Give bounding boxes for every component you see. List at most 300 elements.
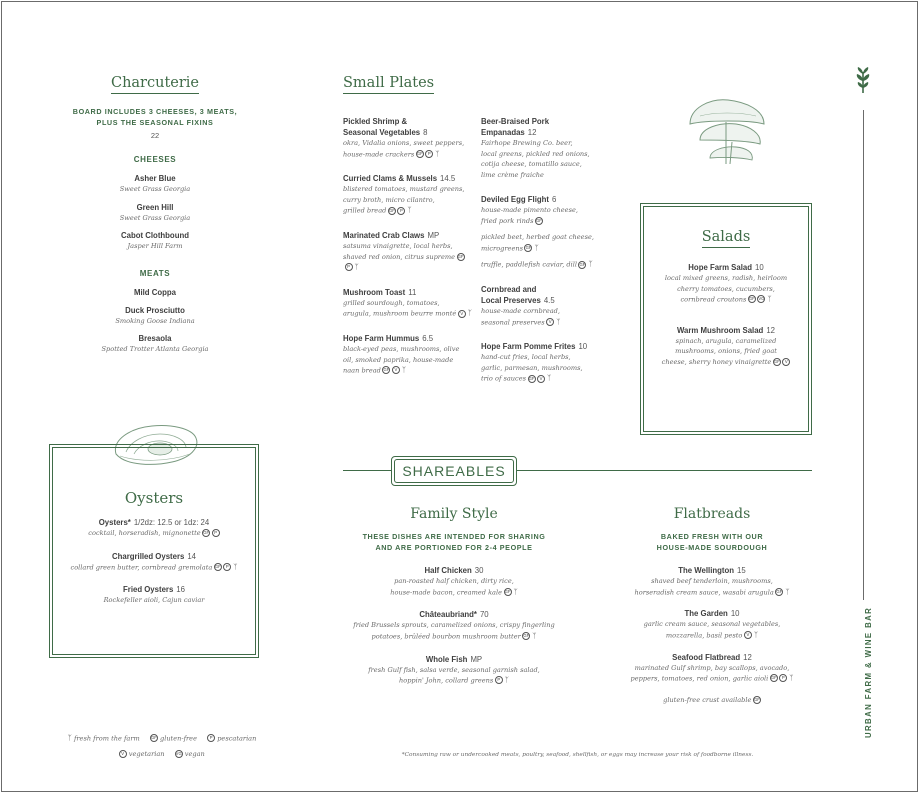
gf-crust-note [616,695,808,706]
item-description-text: hoppin' John, collard greens [398,676,494,685]
farm-leaf-icon: ᛉ [435,149,440,158]
cheese-origin: Sweet Grass Georgia [119,185,191,193]
farm-leaf-icon: ᛉ [789,674,794,682]
item-price: 1/2dz: 12.5 or 1dz: 24 [133,518,210,527]
item-name-text: Châteaubriand* [419,610,477,620]
item-price: 70 [479,610,489,620]
item-description [616,630,808,641]
item-name [481,284,611,295]
salads-section [646,226,806,387]
item-name [343,173,473,184]
farm-leaf-icon: ᛉ [407,206,412,215]
p-badge-icon: P [397,207,405,215]
banner-inner-border [394,459,514,483]
menu-item [481,232,611,253]
item-description-text: arugula, mushroom beurre monté [343,309,457,318]
menu-item [343,333,473,376]
item-description [343,205,473,216]
item-description [343,365,473,376]
mushroom-illustration [680,94,774,170]
item-name [481,194,611,205]
item-name [343,287,473,298]
v-badge-icon: V [537,375,545,383]
gf-crust-text: gluten-free crust available [663,695,752,704]
item-name-line-2 [481,127,611,138]
item-description-text: fried pork rinds [481,216,534,225]
sidebar-rule [863,110,864,600]
item-description [343,241,473,252]
gf-badge-icon: GF [528,375,535,381]
item-description-text: fried Brussels sprouts, caramelized onions, crispy fingerling [353,621,555,630]
item-description-text: pickled beet, herbed goat cheese, [481,233,594,241]
meat-name: Bresaola [138,334,172,343]
gf-badge-icon: GF [525,244,532,250]
item-description-text: house-made crackers [343,149,415,158]
board-price: 22 [150,131,160,140]
item-price: 10 [730,609,740,619]
family-style-section [350,506,558,698]
item-description [646,346,806,357]
item-description-text: garlic cream sauce, seasonal vegetables, [643,620,781,629]
farm-leaf-icon: ᛉ [767,295,772,303]
item-name-text: Hope Farm Salad [688,263,752,272]
farm-leaf-icon: ᛉ [534,243,539,252]
item-name [55,551,253,562]
menu-item [350,565,558,597]
item-description [350,620,558,631]
menu-item [343,173,473,216]
farm-leaf-icon: ᛉ [513,587,518,596]
cheese-item [60,173,250,195]
menu-item [343,116,473,159]
gf-badge-icon: GF [416,150,423,156]
item-name [646,262,806,273]
item-description-text: spinach, arugula, caramelized [675,336,777,345]
item-name-text: Fried Oysters [123,585,174,595]
item-description-text: potatoes, brûléed bourbon mushroom butter [371,632,521,640]
item-name-text: Hope Farm Pomme Frites [481,342,576,352]
item-description [343,138,473,149]
item-name [343,230,473,241]
legend-farm: fresh from the farm [73,734,140,743]
vg-badge-icon: VG [758,296,765,302]
item-name-text: Seafood Flatbread [672,652,741,662]
item-price: 12 [743,652,752,662]
item-description-text: naan bread [343,366,381,375]
cheese-list [60,173,250,252]
item-description-text: house-made cornbread, [481,307,560,315]
board-line-2: PLUS THE SEASONAL FIXINS [96,118,214,127]
item-description [646,336,806,347]
item-description [343,344,473,355]
family-style-title: Family Style [410,506,498,522]
cheese-name: Asher Blue [134,174,176,183]
item-description-text: shaved beef tenderloin, mushrooms, [651,577,773,585]
gf-badge-icon: GF [748,296,755,302]
menu-item [55,584,253,606]
salads-title: Salads [702,229,751,248]
item-description-text: garlic, parmesan, mushrooms, [481,363,583,372]
menu-item [616,608,808,640]
item-price: 4.5 [543,296,555,305]
menu-item [343,230,473,273]
item-description [481,170,611,181]
item-description [616,663,808,674]
flatbreads-note-2: HOUSE-MADE SOURDOUGH [656,543,768,552]
small-plates-col-1 [343,116,473,390]
item-description [350,675,558,686]
cheese-name: Cabot Clothbound [121,231,189,240]
meat-origin: Smoking Goose Indiana [115,316,195,325]
p-badge-icon: P [345,263,353,271]
cheese-item [60,230,250,252]
charcuterie-section [60,72,250,362]
item-name-text: Cornbread and [481,285,537,294]
menu-item [481,116,611,180]
gf-badge-icon: GF [579,261,586,267]
item-name-text: The Wellington [678,566,735,575]
legend-gf: gluten-free [159,734,197,743]
item-name-text: Curried Clams & Mussels [343,174,438,184]
item-description-text: trio of sauces [481,374,527,383]
item-price: MP [427,231,440,240]
item-description [616,619,808,630]
oysters-section [55,489,253,618]
menu-item [343,287,473,319]
oyster-list [55,517,253,606]
item-description [481,317,611,328]
item-price: 12 [766,325,776,335]
cheese-name: Green Hill [136,202,174,212]
farm-leaf-icon: ᛉ [233,562,238,571]
item-name [481,116,611,127]
small-plates-title-wrap [343,72,434,94]
flatbreads-title: Flatbreads [673,506,751,522]
item-description [343,184,473,195]
item-description-text: microgreens [481,243,523,252]
item-description-text: mozzarella, basil pesto [665,631,743,639]
gf-badge-icon: GF [388,207,395,213]
board-line-1: BOARD INCLUDES 3 CHEESES, 3 MEATS, [72,107,238,116]
p-badge-icon: P [212,529,220,537]
meats-heading: MEATS [139,268,171,278]
menu-item [481,341,611,384]
item-price: 11 [408,287,417,297]
v-badge-icon: V [458,310,466,318]
cheeses-heading: CHEESES [133,155,177,164]
item-description-text: okra, Vidalia onions, sweet peppers, [343,139,465,147]
family-note-1: THESE DISHES ARE INTENDED FOR SHARING [362,532,546,541]
item-description-text: cocktail, horseradish, mignonette [88,529,201,537]
item-description [343,252,473,273]
item-description-text: seasonal preserves [481,317,545,326]
item-price: 6 [552,195,557,204]
item-price: 15 [737,566,746,575]
item-price: 6.5 [422,334,434,343]
item-price: 10 [755,263,764,272]
dietary-legend [56,733,266,759]
item-description [55,562,253,573]
item-price: 12 [527,128,537,137]
v-badge-icon: V [744,631,752,639]
item-name [350,565,558,576]
item-description [350,631,558,642]
gf-badge-icon: GF [536,217,542,223]
item-description [646,357,806,368]
flatbread-list [616,565,808,684]
gf-badge-icon: GF [383,367,390,373]
item-description [55,595,253,606]
cheese-item [60,202,250,224]
item-description-text: horseradish cream sauce, wasabi arugula [634,587,774,596]
p-badge-icon: P [495,676,503,684]
meat-item [60,305,250,327]
v-badge-icon: V [782,358,790,366]
item-price: 14.5 [440,174,456,184]
menu-item [350,609,558,641]
item-description-text: pan-roasted half chicken, dirty rice, [394,577,514,585]
farm-leaf-icon: ᛉ [401,366,407,374]
item-description-text: house-made bacon, creamed kale [390,587,503,596]
item-description [350,576,558,587]
menu-item [616,565,808,597]
item-name [350,609,558,620]
item-description-text: marinated Gulf shrimp, bay scallops, avocado, [634,663,790,672]
item-description [481,149,611,160]
v-badge-icon: V [392,366,400,374]
item-description [343,355,473,366]
item-description [481,232,611,243]
menu-item [646,325,806,368]
item-name-text: Beer-Braised Pork [481,117,550,126]
item-name [55,517,253,528]
item-name-text: Marinated Crab Claws [343,231,425,240]
meat-name: Mild Coppa [133,287,176,297]
item-description [343,149,473,160]
item-description-text: local mixed greens, radish, heirloom [664,274,788,282]
meat-name: Duck Prosciutto [125,305,185,315]
gf-badge-icon: GF [776,588,783,594]
menu-item [481,259,611,270]
item-price: 16 [176,585,185,595]
item-price: 30 [474,566,484,575]
item-name [616,608,808,619]
item-description [616,673,808,684]
menu-item [616,652,808,684]
menu-item [350,654,558,686]
menu-item [55,551,253,573]
gf-badge-icon: GF [504,588,511,594]
p-badge-icon: P [425,150,433,158]
item-name-text: Local Preserves [481,296,541,305]
item-name-text: Half Chicken [424,566,472,575]
item-name [343,333,473,344]
meat-origin: Spotted Trotter Atlanta Georgia [101,345,209,353]
item-description [481,259,611,270]
item-name-text: Seasonal Vegetables [343,128,421,137]
item-description-text: shaved red onion, citrus supreme [343,252,456,261]
item-name [616,565,808,576]
p-badge-icon: P [779,674,787,682]
menu-item [481,284,611,327]
item-description-text: black-eyed peas, mushrooms, olive [343,345,460,353]
item-price: MP [470,654,483,664]
shareables-rule-left [343,470,391,471]
legend-row-1 [56,733,266,744]
item-description-text: cotija cheese, tomatillo sauce, [481,160,582,168]
legend-vg: vegan [184,749,205,758]
oysters-title: Oysters [124,489,184,507]
item-description-text: grilled bread [343,206,387,215]
gf-badge-icon: GF [773,358,780,364]
shareables-rule-right [517,470,812,471]
item-description [481,243,611,254]
item-name-text: Oysters* [98,518,131,527]
flatbreads-section [616,506,808,705]
small-plates-title: Small Plates [343,75,434,94]
item-description-text: grilled sourdough, tomatoes, [343,298,440,307]
item-name-line-2 [481,295,611,306]
item-description-text: local greens, pickled red onions, [481,149,590,158]
vg-badge-icon: VG [175,750,182,756]
item-name-text: Warm Mushroom Salad [676,325,764,335]
farm-leaf-icon: ᛉ [504,676,509,684]
charcuterie-title: Charcuterie [111,75,199,94]
brand-vertical-text: URBAN FARM & WINE BAR [864,606,873,738]
item-description [343,308,473,319]
item-description-text: cherry tomatoes, cucumbers, [677,284,775,293]
shareables-title: SHAREABLES [402,463,506,479]
salad-list [646,262,806,367]
meat-list [60,287,250,355]
item-description [616,587,808,598]
item-description-text: cornbread croutons [680,295,747,304]
item-description [646,273,806,284]
cheese-origin: Sweet Grass Georgia [119,213,191,222]
gf-badge-icon: GF [203,530,210,535]
item-price: 8 [423,128,428,137]
family-list [350,565,558,686]
item-name-text: Hope Farm Hummus [343,334,420,343]
item-description-text: Rockefeller aioli, Cajun caviar [103,596,205,605]
item-description-text: blistered tomatoes, mustard greens, [343,185,465,194]
farm-leaf-icon: ᛉ [556,317,561,326]
sprout-icon [853,66,873,94]
item-description-text: satsuma vinaigrette, local herbs, [343,242,453,250]
meat-item [60,333,250,355]
item-description [350,665,558,676]
menu-item [481,194,611,226]
item-description [343,298,473,309]
farm-leaf-icon: ᛉ [785,587,790,596]
item-description [481,205,611,216]
gf-badge-icon: GF [214,563,221,569]
item-name [616,652,808,663]
item-description [481,363,611,374]
item-description [616,576,808,587]
farm-leaf-icon: ᛉ [467,309,472,318]
menu-item [55,517,253,539]
item-description-text: curry broth, micro cilantro, [343,195,435,204]
item-name-text: Deviled Egg Flight [481,195,550,204]
family-note-2: AND ARE PORTIONED FOR 2-4 PEOPLE [375,543,533,552]
item-description [481,352,611,363]
item-description-text: fresh Gulf fish, salsa verde, seasonal garnish salad, [368,665,540,674]
p-badge-icon: P [223,563,231,571]
item-description [350,587,558,598]
legend-p: pescatarian [217,734,257,743]
gf-badge-icon: GF [523,633,530,638]
item-description [481,373,611,384]
legend-v: vegetarian [128,749,165,758]
v-badge-icon: V [546,318,554,326]
farm-leaf-icon: ᛉ [354,263,359,271]
meat-item [60,287,250,298]
item-description-text: hand-cut fries, local herbs, [481,353,571,362]
item-name-line-2 [343,127,473,138]
flatbreads-note-1: BAKED FRESH WITH OUR [660,532,764,541]
item-name-text: Chargrilled Oysters [111,551,185,561]
item-name [343,116,473,127]
legend-row-2 [56,749,266,760]
p-badge-icon: P [207,734,215,742]
item-name-text: Mushroom Toast [343,287,406,297]
gf-badge-icon: GF [457,253,464,259]
item-description [481,159,611,170]
item-description [481,138,611,149]
item-price: 14 [187,551,197,561]
farm-leaf-icon: ᛉ [588,260,593,269]
item-description-text: truffle, paddlefish caviar, dill [481,260,577,269]
item-description [55,528,253,539]
item-description-text: cheese, sherry honey vinaigrette [661,357,772,366]
gf-badge-icon: GF [753,696,760,702]
item-description [646,284,806,295]
small-plates-col-2 [481,116,611,398]
item-name [646,325,806,336]
gf-badge-icon: GF [770,675,777,681]
shareables-banner [391,456,517,486]
item-name [481,341,611,352]
v-badge-icon: V [119,750,127,758]
item-name-text: Whole Fish [425,654,468,664]
item-description [343,195,473,206]
farm-leaf-icon: ᛉ [753,630,759,639]
item-description-text: lime crème fraiche [481,170,544,179]
item-description-text: peppers, tomatoes, red onion, garlic aioli [630,674,769,683]
item-description-text: house-made pimento cheese, [481,206,578,214]
farm-leaf-icon: ᛉ [67,734,72,742]
item-description-text: collard green butter, cornbread gremolata [70,562,213,571]
farm-leaf-icon: ᛉ [532,631,537,640]
item-description [481,216,611,227]
cheese-origin: Jasper Hill Farm [127,242,183,250]
item-name [55,584,253,595]
item-name-text: The Garden [684,609,728,619]
item-name-text: Empanadas [481,128,525,137]
item-description [646,294,806,305]
menu-item [646,262,806,305]
farm-leaf-icon: ᛉ [547,374,552,383]
disclaimer: *Consuming raw or undercooked meats, poultry, seafood, shellfish, or eggs may increase your risk of foodborne illness. [401,752,754,758]
gf-badge-icon: GF [150,735,157,741]
item-description-text: mushrooms, onions, fried goat [675,347,777,356]
item-price: 10 [578,342,588,352]
item-description [481,306,611,317]
item-description-text: Fairhope Brewing Co. beer, [481,139,573,147]
item-name-text: Pickled Shrimp & [343,117,408,126]
item-name [350,654,558,665]
